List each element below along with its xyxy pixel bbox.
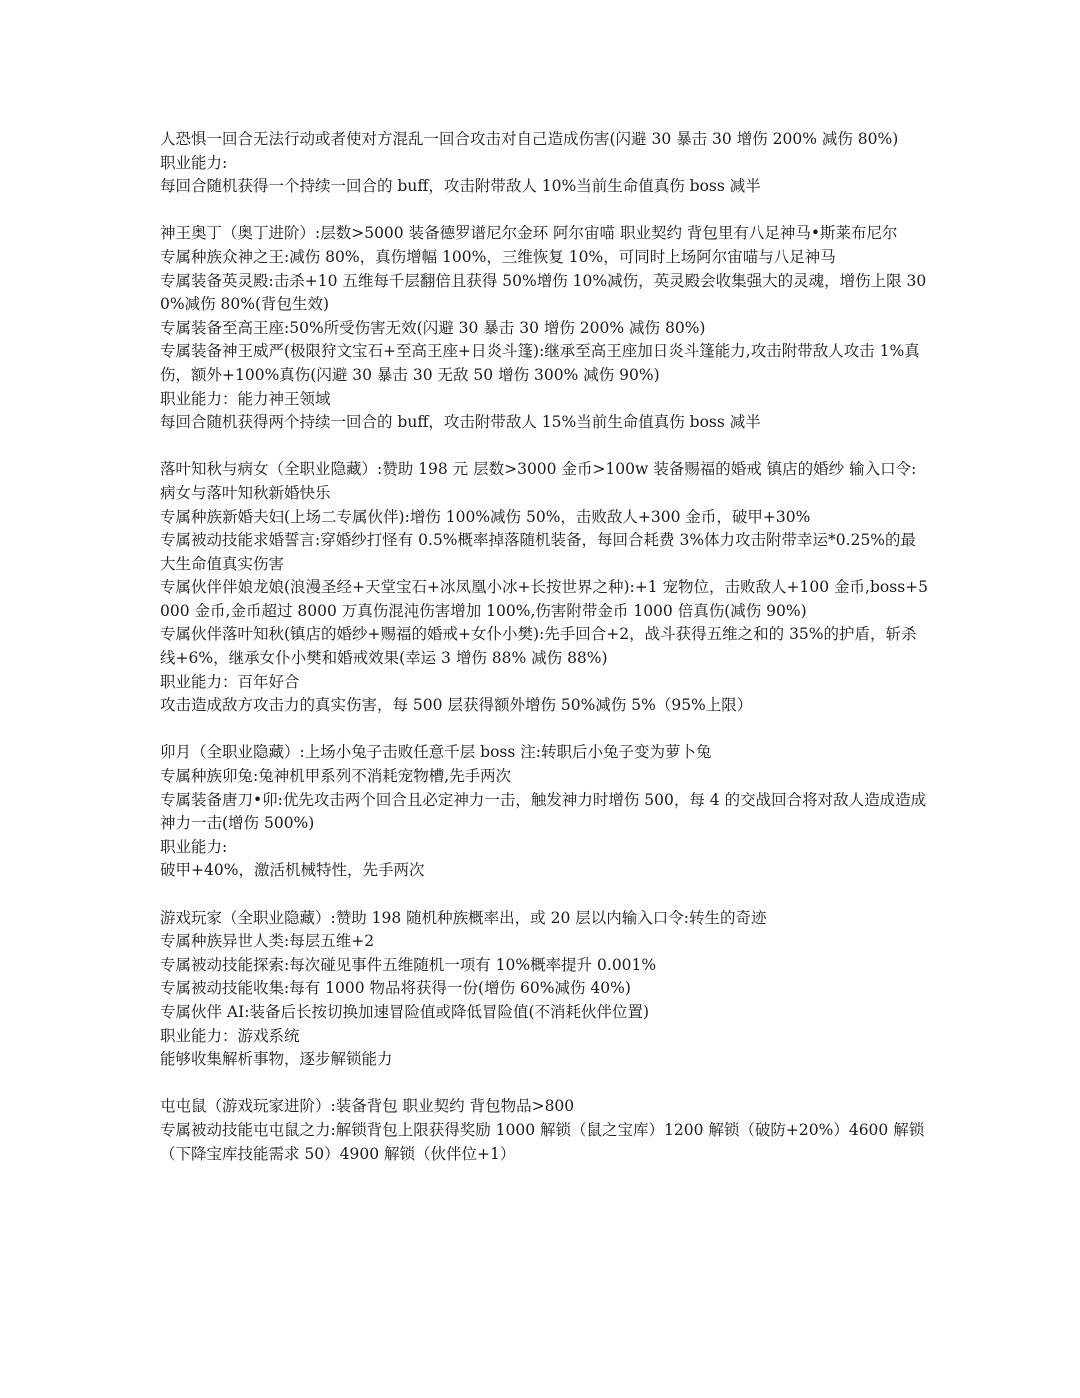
section-5	[160, 907, 930, 1072]
text-line: 专属伙伴 AI:装备后长按切换加速冒险值或降低冒险值(不消耗伙伴位置)	[160, 1002, 650, 1021]
section-3	[160, 458, 930, 718]
text-line: 专属种族新婚夫妇(上场二专属伙伴):增伤 100%减伤 50%，击败敌人+300 金币，破甲+30%	[160, 507, 811, 526]
text-line: 职业能力:	[160, 837, 228, 856]
section-6	[160, 1095, 930, 1166]
text-line: 专属装备英灵殿:击杀+10 五维每千层翻倍且获得 50%增伤 10%减伤，英灵殿会收集强大的灵魂，增伤上限 300%减伤 80%(背包生效)	[160, 271, 927, 314]
text-line: 专属伙伴伴娘龙娘(浪漫圣经+天堂宝石+冰凤凰小冰+长按世界之种):+1 宠物位，击败敌人+100 金币,boss+5000 金币,金币超过 8000 万真伤混沌伤害增加 100%,伤害附带金币 1000 倍真伤(减伤 90%)	[160, 578, 928, 620]
text-line: 专属种族异世人类:每层五维+2	[160, 932, 375, 951]
text-line: 专属种族卯兔:兔神机甲系列不消耗宠物槽,先手两次	[160, 767, 512, 786]
section-heading: 神王奥丁（奥丁进阶）:层数>5000 装备德罗谱尼尔金环 阿尔宙喵 职业契约 背包里有八足神马•斯莱布尼尔	[160, 224, 898, 243]
section-4	[160, 741, 930, 883]
text-line: 专属装备至高王座:50%所受伤害无效(闪避 30 暴击 30 增伤 200% 减伤 80%)	[160, 318, 706, 337]
text-line: 每回合随机获得两个持续一回合的 buff，攻击附带敌人 15%当前生命值真伤 boss 减半	[160, 413, 761, 432]
text-line: 专属被动技能屯屯鼠之力:解锁背包上限获得奖励 1000 解锁（鼠之宝库）1200 解锁（破防+20%）4600 解锁（下降宝库技能需求 50）4900 解锁（伙伴位+1）	[160, 1120, 925, 1163]
section-heading: 卯月（全职业隐藏）:上场小兔子击败任意千层 boss 注:转职后小兔子变为萝卜兔	[160, 743, 712, 762]
paragraph-gap	[160, 199, 930, 223]
text-line: 每回合随机获得一个持续一回合的 buff，攻击附带敌人 10%当前生命值真伤 boss 减半	[160, 177, 761, 196]
text-line: 专属种族众神之王:减伤 80%，真伤增幅 100%，三维恢复 10%，可同时上场阿尔宙喵与八足神马	[160, 247, 836, 266]
section-heading: 游戏玩家（全职业隐藏）:赞助 198 随机种族概率出，或 20 层以内输入口令:转生的奇迹	[160, 908, 767, 927]
text-line: 人恐惧一回合无法行动或者使对方混乱一回合攻击对自己造成伤害(闪避 30 暴击 30 增伤 200% 减伤 80%)	[160, 130, 899, 148]
text-line: 职业能力：能力神王领域	[160, 389, 331, 408]
text-line: 专属被动技能探索:每次碰见事件五维随机一项有 10%概率提升 0.001%	[160, 955, 657, 974]
paragraph-gap	[160, 883, 930, 907]
text-line: 破甲+40%，激活机械特性，先手两次	[160, 861, 425, 880]
text-line: 专属装备神王威严(极限狩文宝石+至高王座+日炎斗篷):继承至高王座加日炎斗篷能力,攻击附带敌人攻击 1%真伤，额外+100%真伤(闪避 30 暴击 30 无敌 50 增伤 300% 减伤 90%)	[160, 342, 920, 384]
document-page	[160, 128, 930, 1166]
paragraph-gap	[160, 718, 930, 742]
paragraph-gap	[160, 1072, 930, 1096]
section-heading: 屯屯鼠（游戏玩家进阶）:装备背包 职业契约 背包物品>800	[160, 1097, 575, 1116]
text-line: 专属装备唐刀•卯:优先攻击两个回合且必定神力一击，触发神力时增伤 500，每 4 的交战回合将对敌人造成造成神力一击(增伤 500%)	[160, 790, 927, 833]
text-line: 职业能力:	[160, 153, 228, 172]
text-line: 专属被动技能收集:每有 1000 物品将获得一份(增伤 60%减伤 40%)	[160, 979, 631, 998]
text-line: 专属被动技能求婚誓言:穿婚纱打怪有 0.5%概率掉落随机装备，每回合耗费 3%体力攻击附带幸运*0.25%的最大生命值真实伤害	[160, 531, 917, 573]
section-2	[160, 222, 930, 434]
paragraph-gap	[160, 435, 930, 459]
section-1	[160, 128, 930, 199]
text-line: 职业能力：百年好合	[160, 672, 300, 691]
text-line: 能够收集解析事物，逐步解锁能力	[160, 1050, 393, 1069]
text-line: 专属伙伴落叶知秋(镇店的婚纱+赐福的婚戒+女仆小樊):先手回合+2，战斗获得五维之和的 35%的护盾，斩杀线+6%，继承女仆小樊和婚戒效果(幸运 3 增伤 88% 减伤 88%)	[160, 625, 917, 668]
text-line: 职业能力：游戏系统	[160, 1026, 300, 1045]
section-heading: 落叶知秋与病女（全职业隐藏）:赞助 198 元 层数>3000 金币>100w 装备赐福的婚戒 镇店的婚纱 输入口令:病女与落叶知秋新婚快乐	[160, 460, 917, 502]
text-line: 攻击造成敌方攻击力的真实伤害，每 500 层获得额外增伤 50%减伤 5%（95%上限）	[160, 696, 753, 715]
